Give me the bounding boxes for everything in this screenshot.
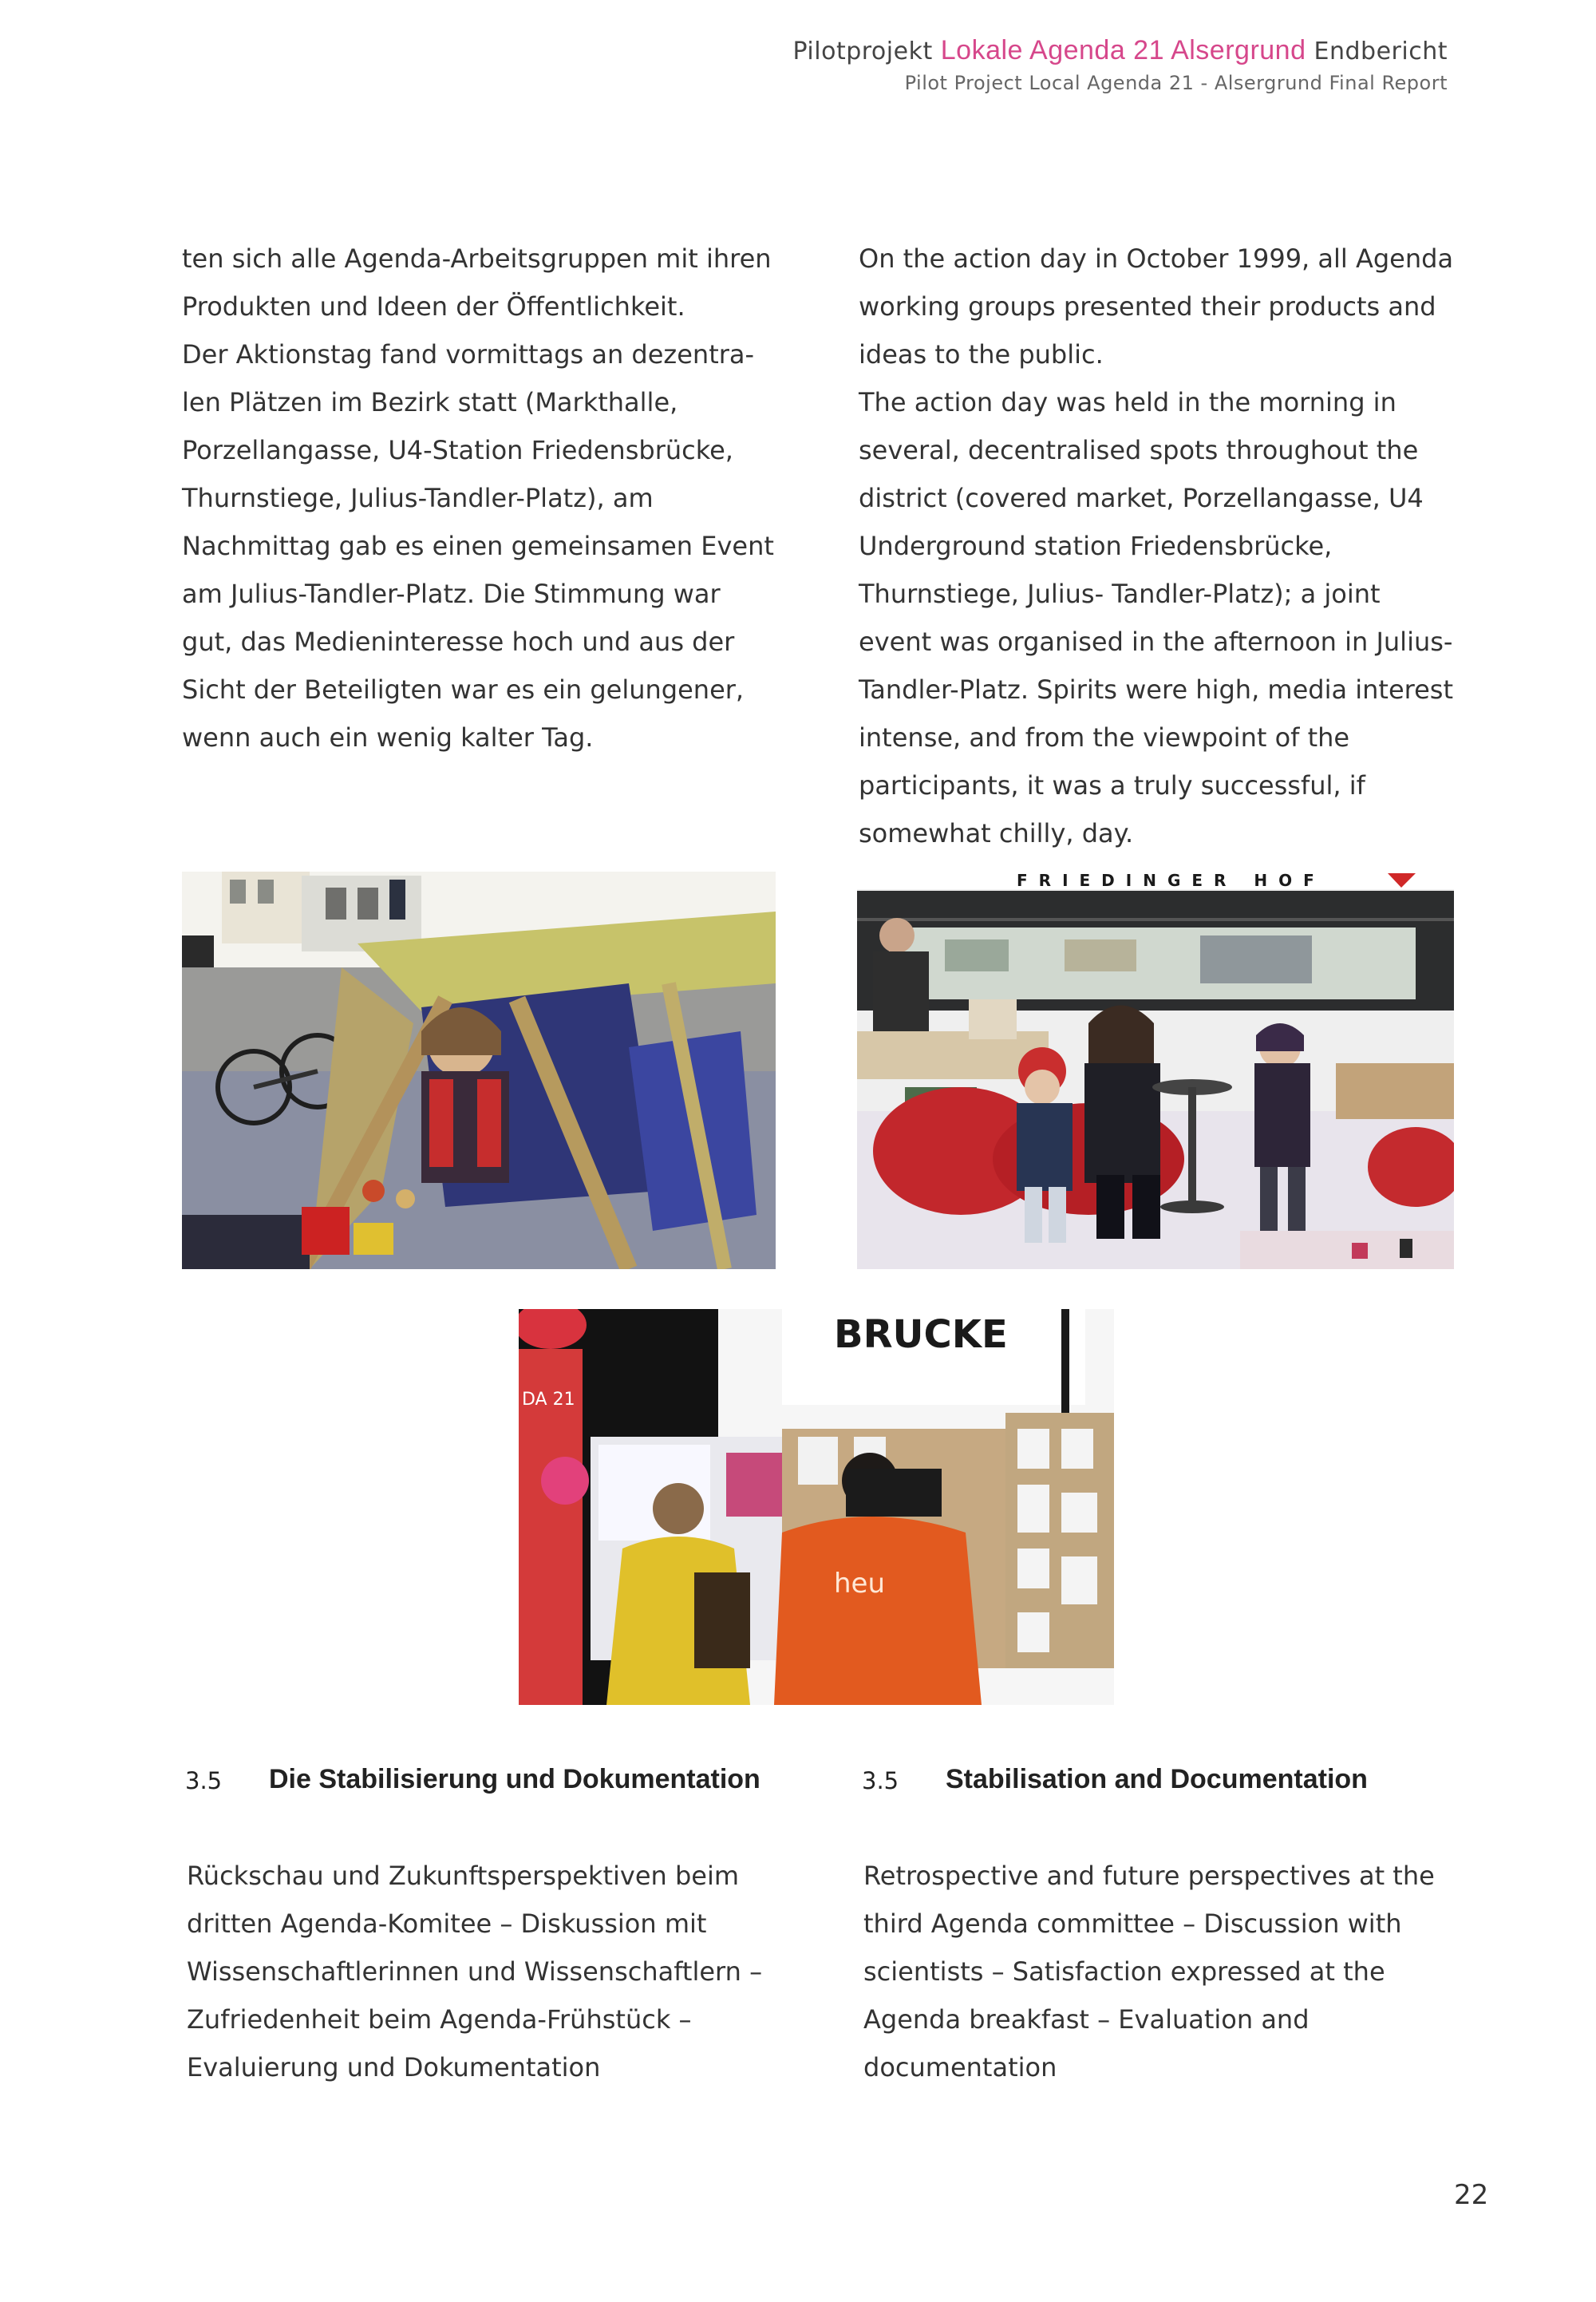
- text-line: Zufriedenheit beim Agenda-Frühstück –: [187, 2004, 692, 2035]
- section-heading-german: [185, 1764, 792, 1804]
- text-line: dritten Agenda-Komitee – Diskussion mit: [187, 1908, 707, 1939]
- text-line: scientists – Satisfaction expressed at the: [863, 1956, 1385, 1987]
- text-line: Wissenschaftlerinnen und Wissenschaftlern –: [187, 1956, 763, 1987]
- text-line: third Agenda committee – Discussion with: [863, 1908, 1402, 1939]
- running-header: [792, 35, 1448, 66]
- text-line: event was organised in the afternoon in Julius-: [859, 627, 1453, 657]
- photo3-sign-text: BRUCKE: [834, 1312, 1008, 1357]
- section-heading-english: [862, 1764, 1468, 1804]
- photo3-jacket-text: heu: [834, 1568, 886, 1600]
- section-title: Stabilisation and Documentation: [946, 1764, 1368, 1794]
- photo3-banner-text: DA 21: [522, 1390, 575, 1410]
- text-line: Evaluierung und Dokumentation: [187, 2052, 601, 2082]
- text-line: am Julius-Tandler-Platz. Die Stimmung war: [182, 579, 721, 609]
- text-line: Underground station Friedensbrücke,: [859, 531, 1333, 561]
- text-line: intense, and from the viewpoint of the: [859, 722, 1350, 753]
- text-line: Retrospective and future perspectives at the: [863, 1861, 1435, 1891]
- text-line: Tandler-Platz. Spirits were high, media interest: [859, 674, 1454, 705]
- text-line: participants, it was a truly successful, if: [859, 770, 1365, 801]
- text-line: working groups presented their products and: [859, 291, 1436, 322]
- photo-play-vehicle: [182, 872, 776, 1269]
- text-line: Agenda breakfast – Evaluation and: [863, 2004, 1310, 2035]
- text-line: len Plätzen im Bezirk statt (Markthalle,: [182, 387, 678, 417]
- text-line: somewhat chilly, day.: [859, 818, 1134, 848]
- text-line: district (covered market, Porzellangasse, U4: [859, 483, 1424, 513]
- text-line: several, decentralised spots throughout the: [859, 435, 1419, 465]
- text-line: Sicht der Beteiligten war es ein gelungener,: [182, 674, 745, 705]
- text-line: documentation: [863, 2052, 1057, 2082]
- text-line: gut, das Medieninteresse hoch und aus der: [182, 627, 735, 657]
- german-intro-text: [182, 235, 774, 761]
- text-line: On the action day in October 1999, all Agenda: [859, 243, 1454, 274]
- photo-tv-camera: [519, 1309, 1114, 1705]
- text-line: ten sich alle Agenda-Arbeitsgruppen mit ihren: [182, 243, 772, 274]
- english-intro-text: [859, 235, 1453, 857]
- text-line: Der Aktionstag fand vormittags an dezentra-: [182, 339, 755, 370]
- header-subtitle: Pilot Project Local Agenda 21 - Alsergrund Final Report: [904, 72, 1448, 94]
- english-section-text: [863, 1852, 1435, 2091]
- section-number: 3.5: [862, 1767, 899, 1794]
- header-prefix: Pilotprojekt: [792, 38, 933, 65]
- page-number: 22: [1454, 2179, 1489, 2211]
- header-project-name: Lokale Agenda 21 Alsergrund: [940, 35, 1306, 65]
- text-line: Porzellangasse, U4-Station Friedensbrücke,: [182, 435, 733, 465]
- section-title: Die Stabilisierung und Dokumentation: [269, 1764, 760, 1794]
- photo-red-sofa: [857, 872, 1454, 1269]
- text-line: Thurnstiege, Julius-Tandler-Platz), am: [182, 483, 654, 513]
- text-line: Nachmittag gab es einen gemeinsamen Event: [182, 531, 774, 561]
- text-line: Produkten und Ideen der Öffentlichkeit.: [182, 291, 685, 322]
- text-line: The action day was held in the morning in: [859, 387, 1396, 417]
- text-line: Thurnstiege, Julius- Tandler-Platz); a joint: [859, 579, 1381, 609]
- photo2-sign-text: FRIEDINGER HOF: [1017, 872, 1325, 890]
- text-line: ideas to the public.: [859, 339, 1104, 370]
- german-section-text: [187, 1852, 762, 2091]
- header-suffix: Endbericht: [1314, 38, 1448, 65]
- text-line: Rückschau und Zukunftsperspektiven beim: [187, 1861, 740, 1891]
- text-line: wenn auch ein wenig kalter Tag.: [182, 722, 594, 753]
- section-number: 3.5: [185, 1767, 223, 1794]
